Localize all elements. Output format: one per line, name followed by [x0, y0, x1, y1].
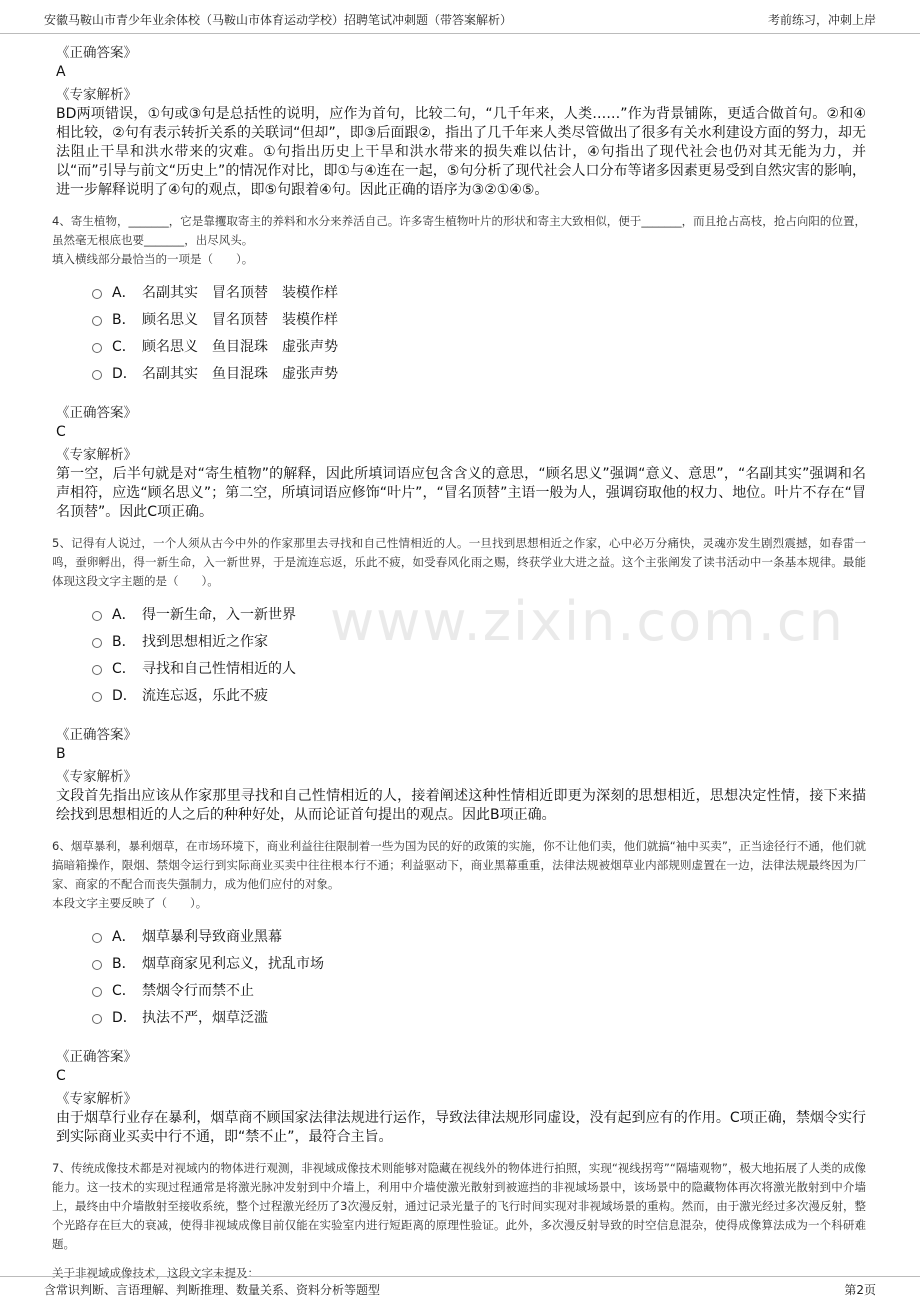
analysis-text: 第一空，后半句就是对“寄生植物”的解释，因此所填词语应包含含义的意思，“顾名思义”强调“意义、意思”，“名副其实”强调和名声相符，应选“顾名思义”；第二空，所填词语应修饰“叶片”，“冒名顶替”主语一般为人，强调窃取他的权力、地位。叶片不存在“冒名顶替”。因此C项正确。	[56, 466, 866, 520]
analysis-label: 《专家解析》	[56, 87, 137, 103]
option-letter: B．	[112, 955, 136, 972]
option-d[interactable]	[92, 359, 866, 386]
question-6	[52, 837, 866, 1147]
footer-text: 含常识判断、言语理解、判断推理、数量关系、资料分析等题型	[44, 1283, 381, 1297]
question-stem: 7、传统成像技术都是对视域内的物体进行观测，非视域成像技术则能够对隐藏在视线外的物体进行拍照，实现“视线拐弯”“隔墙观物”，极大地拓展了人类的成像能力。这一技术的实现过程通常是将激光脉冲发射到中介墙上，利用中介墙使激光散射到被遮挡的非视域场景中，该场景中的隐藏物体再次将激光散射到中介墙上，最终由中介墙散射至接收系统，整个过程激光经历了3次漫反射，通过记录光量子的飞行时间实现对非视域场景的重构。然而，由于激光经过多次漫反射，整个光路存在巨大的衰减，使得非视域成像目前仅能在实验室内进行短距离的原理性验证。此外，多次漫反射导致的时空信息混杂，使得成像算法成为一个科研难题。	[52, 1161, 866, 1251]
option-b[interactable]	[92, 305, 866, 332]
option-b[interactable]	[92, 949, 866, 976]
radio-icon[interactable]	[92, 933, 102, 943]
page-footer	[0, 1276, 920, 1302]
option-text: 禁烟令行而禁不止	[142, 982, 254, 999]
radio-icon[interactable]	[92, 316, 102, 326]
answer-label: 《正确答案》	[56, 45, 137, 61]
analysis-text: BD两项错误，①句或③句是总括性的说明，应作为首句，比较二句，“几千年来，人类……”作为背景铺陈，更适合做首句。②和④相比较，②句有表示转折关系的关联词“但却”，即③后面跟②，指出了几千年来人类尽管做出了很多有关水利建设方面的努力，却无法阻止干旱和洪水带来的灾难。①句指出历史上干旱和洪水带来的损失难以估计，④句指出了现代社会也仍对其无能为力，并以“而”引导与前文“历史上”的情况作对比，即①与④连在一起，⑤句分析了现代社会人口分布等诸多因素更易受到自然灾害的影响，进一步解释说明了④句的观点，即⑤句跟着④句。因此正确的语序为③②①④⑤。	[56, 106, 866, 198]
analysis-label: 《专家解析》	[56, 1091, 137, 1107]
option-letter: C．	[112, 982, 136, 999]
option-letter: A．	[112, 284, 136, 301]
page-content	[52, 44, 866, 1283]
option-letter: D．	[112, 687, 137, 704]
analysis-text: 文段首先指出应该从作家那里寻找和自己性情相近的人，接着阐述这种性情相近即更为深刻的思想相近，思想决定性情，接下来描绘找到思想相近的人之后的种种好处，从而论证首句提出的观点。因此B项正确。	[56, 788, 866, 823]
question-4	[52, 212, 866, 522]
option-text: 烟草暴利导致商业黑幕	[142, 928, 282, 945]
option-c[interactable]	[92, 976, 866, 1003]
option-text: 顾名思义 冒名顶替 装模作样	[142, 311, 338, 328]
option-a[interactable]	[92, 922, 866, 949]
option-c[interactable]	[92, 332, 866, 359]
option-text: 名副其实 冒名顶替 装模作样	[142, 284, 338, 301]
answer-label: 《正确答案》	[56, 727, 137, 743]
answer-value: C	[56, 424, 66, 440]
analysis-label: 《专家解析》	[56, 769, 137, 785]
question-7	[52, 1159, 866, 1283]
radio-icon[interactable]	[92, 343, 102, 353]
option-letter: D．	[112, 365, 137, 382]
answer-value: A	[56, 64, 66, 80]
option-text: 得一新生命，入一新世界	[142, 606, 296, 623]
analysis-label: 《专家解析》	[56, 447, 137, 463]
option-letter: B．	[112, 633, 136, 650]
option-d[interactable]	[92, 681, 866, 708]
answer-value: C	[56, 1068, 66, 1084]
option-c[interactable]	[92, 654, 866, 681]
page-number: 第2页	[844, 1283, 876, 1297]
question-prompt: 填入横线部分最恰当的一项是（ ）。	[52, 252, 254, 266]
option-list	[92, 600, 866, 708]
answer-value: B	[56, 746, 66, 762]
question-stem: 5、记得有人说过，一个人须从古今中外的作家那里去寻找和自己性情相近的人。一旦找到思想相近之作家，心中必万分痛快，灵魂亦发生剧烈震撼，如春雷一鸣，蚕卵孵出，得一新生命，入一新世界，于是流连忘返，乐此不疲，如受春风化雨之赐，终获学业大进之益。这个主张阐发了读书活动中一条基本规律。最能体现这段文字主题的是（ ）。	[52, 536, 866, 588]
option-text: 流连忘返，乐此不疲	[142, 687, 268, 704]
answer-label: 《正确答案》	[56, 1049, 137, 1065]
option-text: 顾名思义 鱼目混珠 虚张声势	[142, 338, 338, 355]
radio-icon[interactable]	[92, 960, 102, 970]
header-slogan: 考前练习，冲刺上岸	[767, 13, 876, 27]
radio-icon[interactable]	[92, 1014, 102, 1024]
option-letter: A．	[112, 928, 136, 945]
answer-block-3	[56, 44, 866, 200]
answer-label: 《正确答案》	[56, 405, 137, 421]
option-text: 找到思想相近之作家	[142, 633, 268, 650]
header-title: 安徽马鞍山市青少年业余体校（马鞍山市体育运动学校）招聘笔试冲刺题（带答案解析）	[44, 13, 513, 27]
radio-icon[interactable]	[92, 665, 102, 675]
radio-icon[interactable]	[92, 987, 102, 997]
page-header	[0, 0, 920, 34]
option-text: 烟草商家见利忘义，扰乱市场	[142, 955, 324, 972]
option-a[interactable]	[92, 278, 866, 305]
option-letter: A．	[112, 606, 136, 623]
option-d[interactable]	[92, 1003, 866, 1030]
option-list	[92, 278, 866, 386]
question-prompt: 本段文字主要反映了（ ）。	[52, 896, 208, 910]
radio-icon[interactable]	[92, 638, 102, 648]
option-list	[92, 922, 866, 1030]
option-text: 执法不严，烟草泛滥	[142, 1009, 268, 1026]
option-letter: D．	[112, 1009, 137, 1026]
radio-icon[interactable]	[92, 370, 102, 380]
option-b[interactable]	[92, 627, 866, 654]
option-letter: C．	[112, 338, 136, 355]
radio-icon[interactable]	[92, 289, 102, 299]
option-letter: C．	[112, 660, 136, 677]
question-stem: 4、寄生植物，_______，它是靠攫取寄主的养料和水分来养活自己。许多寄生植物叶片的形状和寄主大致相似，便于_______，而且抢占高枝，抢占向阳的位置，虽然毫无根底也要_______，出尽风头。	[52, 214, 866, 247]
question-stem: 6、烟草暴利，暴利烟草，在市场环境下，商业利益往往限制着一些为国为民的好的政策的实施，你不让他们卖，他们就搞“袖中买卖”，正当途径行不通，他们就搞暗箱操作，限烟、禁烟令运行到实际商业买卖中往往根本行不通；利益驱动下，商业黑幕重重，法律法规被烟草业内部规则虚置在一边，法律法规最终因为厂家、商家的不配合而丧失强制力，成为他们应付的对象。	[52, 839, 866, 891]
option-text: 寻找和自己性情相近的人	[142, 660, 296, 677]
radio-icon[interactable]	[92, 611, 102, 621]
option-text: 名副其实 鱼目混珠 虚张声势	[142, 365, 338, 382]
radio-icon[interactable]	[92, 692, 102, 702]
watermark: www.zixin.com.cn	[330, 590, 845, 653]
analysis-text: 由于烟草行业存在暴利，烟草商不顾国家法律法规进行运作，导致法律法规形同虚设，没有起到应有的作用。C项正确，禁烟令实行到实际商业买卖中行不通，即“禁不止”，最符合主旨。	[56, 1110, 866, 1145]
question-5	[52, 534, 866, 825]
option-letter: B．	[112, 311, 136, 328]
question-prompt: 关于非视域成像技术，这段文字未提及：	[52, 1266, 259, 1280]
option-a[interactable]	[92, 600, 866, 627]
